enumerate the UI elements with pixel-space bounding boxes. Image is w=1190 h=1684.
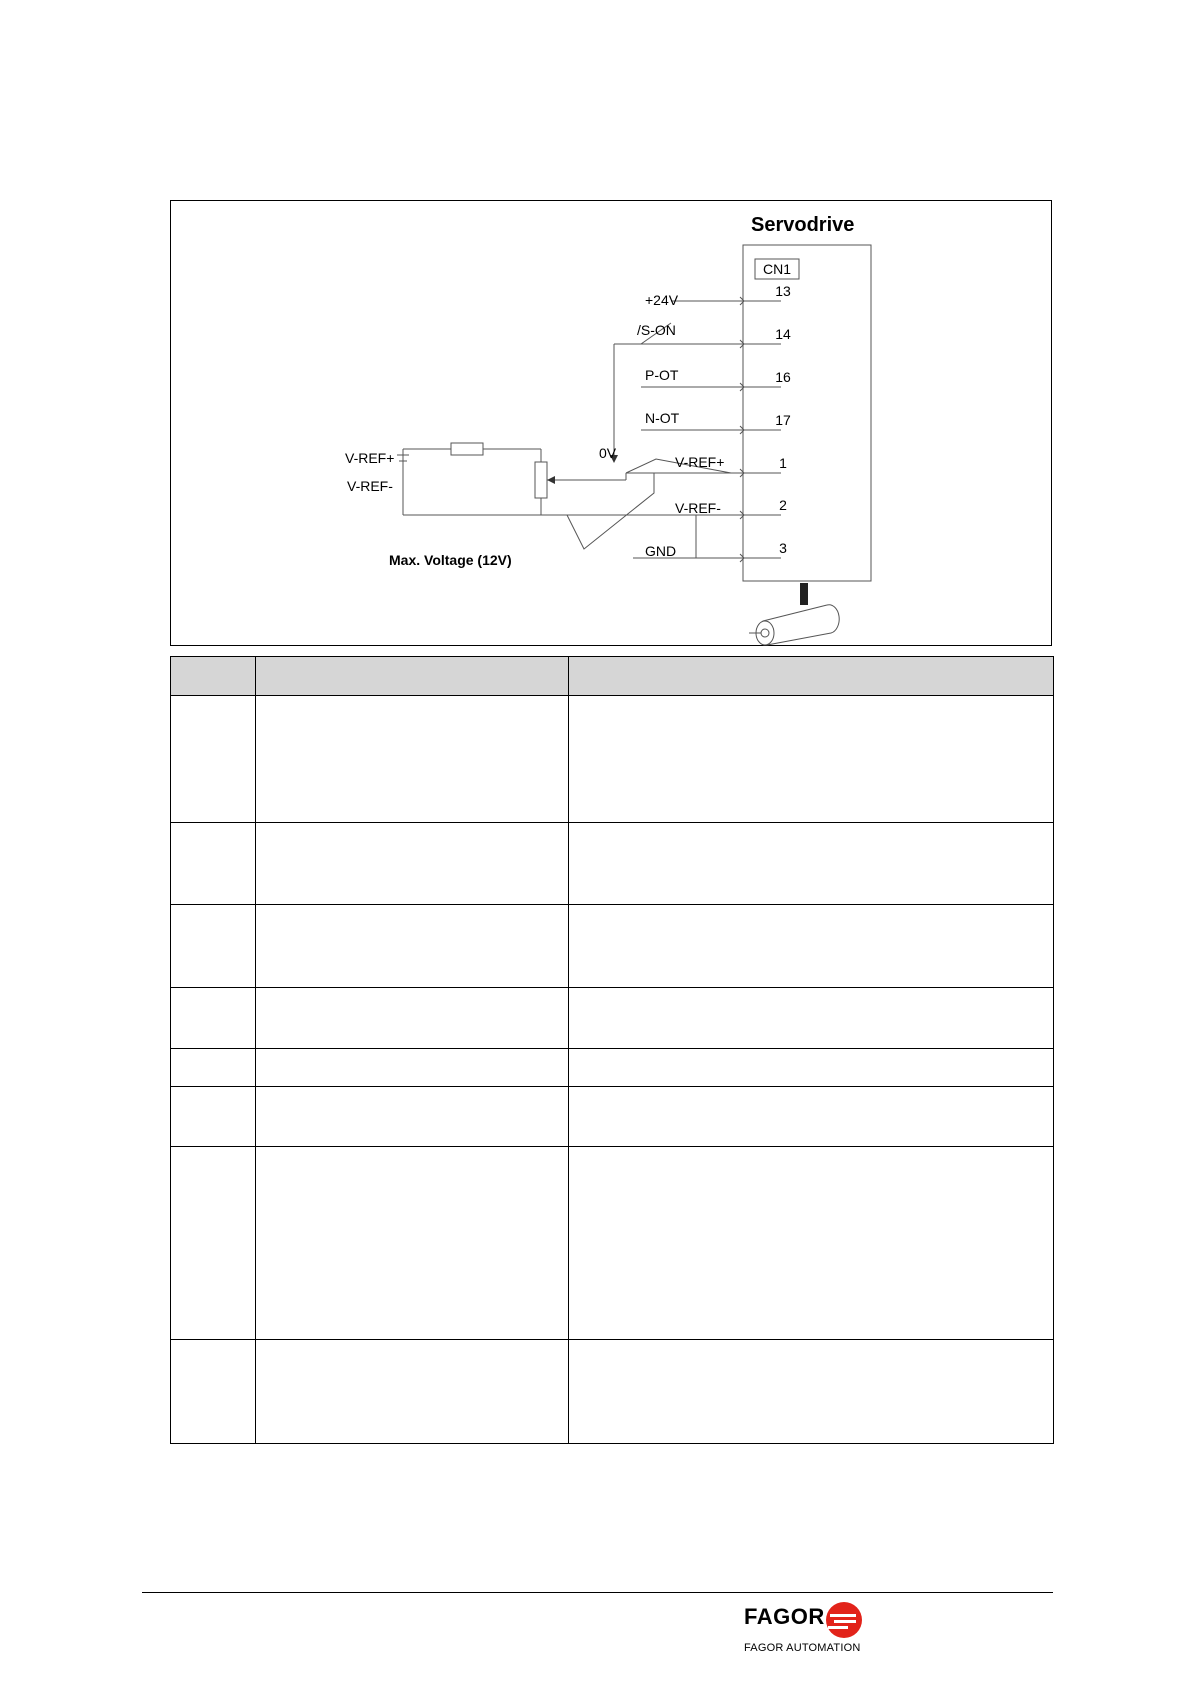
table-cell (569, 1049, 1054, 1087)
potentiometer-icon (535, 462, 547, 498)
wiper-arrow-icon (547, 476, 555, 484)
table-cell (569, 696, 1054, 823)
signal-label: GND (645, 543, 677, 559)
signal-label: P-OT (645, 367, 679, 383)
motor-icon (749, 583, 839, 645)
twisted-pair (567, 473, 654, 549)
table-row (171, 988, 1054, 1049)
brand-subtitle: FAGOR AUTOMATION (744, 1642, 861, 1654)
table-cell (171, 905, 256, 988)
signal-label: /S-ON (637, 322, 676, 338)
table-cell (171, 696, 256, 823)
table-cell (569, 1340, 1054, 1444)
cn1-label: CN1 (762, 261, 792, 277)
table-cell (256, 988, 569, 1049)
table-row (171, 1147, 1054, 1340)
signal-lines (403, 301, 781, 558)
resistor-icon (451, 443, 483, 455)
max-voltage-note: Max. Voltage (12V) (389, 552, 512, 568)
table-row (171, 1087, 1054, 1147)
table-header-cell (171, 657, 256, 696)
table-cell (171, 1147, 256, 1340)
table-header-cell (569, 657, 1054, 696)
table-cell (256, 696, 569, 823)
table-cell (256, 1340, 569, 1444)
table-header-row (171, 657, 1054, 696)
footer-rule (142, 1592, 1053, 1593)
signal-label: V-REF- (675, 500, 721, 516)
table-cell (569, 988, 1054, 1049)
table-cell (569, 1087, 1054, 1147)
fagor-logo (740, 1598, 880, 1658)
table-cell (256, 1147, 569, 1340)
pin-number: 16 (775, 369, 791, 385)
table-header-cell (256, 657, 569, 696)
table-cell (171, 1049, 256, 1087)
zero-volt-label: 0V (599, 445, 617, 461)
wiring-diagram-svg (171, 201, 1053, 647)
table-cell (171, 1340, 256, 1444)
table-cell (569, 823, 1054, 905)
servodrive-title: Servodrive (751, 214, 855, 236)
table-cell (256, 823, 569, 905)
table-cell (569, 905, 1054, 988)
table-cell (256, 1087, 569, 1147)
pin-number: 14 (775, 326, 791, 342)
signal-label: N-OT (645, 410, 680, 426)
fagor-mark-icon (824, 1600, 864, 1640)
table-cell (171, 988, 256, 1049)
table-cell (171, 823, 256, 905)
table-row (171, 905, 1054, 988)
pin-terminals (740, 283, 791, 562)
table-cell (171, 1087, 256, 1147)
pin-number: 3 (779, 540, 787, 556)
signal-label: +24V (645, 292, 679, 308)
table-cell (256, 1049, 569, 1087)
wiring-diagram (170, 200, 1052, 646)
pin-number: 2 (779, 497, 787, 513)
table-cell (569, 1147, 1054, 1340)
pin-number: 17 (775, 412, 791, 428)
spec-table (170, 656, 1054, 1444)
table-row (171, 696, 1054, 823)
source-plus-label: V-REF+ (345, 450, 395, 466)
table-row (171, 1049, 1054, 1087)
pin-number: 1 (779, 455, 787, 471)
signal-label: V-REF+ (675, 454, 725, 470)
pin-number: 13 (775, 283, 791, 299)
table-row (171, 823, 1054, 905)
brand-wordmark: FAGOR (744, 1604, 825, 1629)
servodrive-box (743, 245, 871, 581)
table-cell (256, 905, 569, 988)
table-row (171, 1340, 1054, 1444)
source-minus-label: V-REF- (347, 478, 393, 494)
